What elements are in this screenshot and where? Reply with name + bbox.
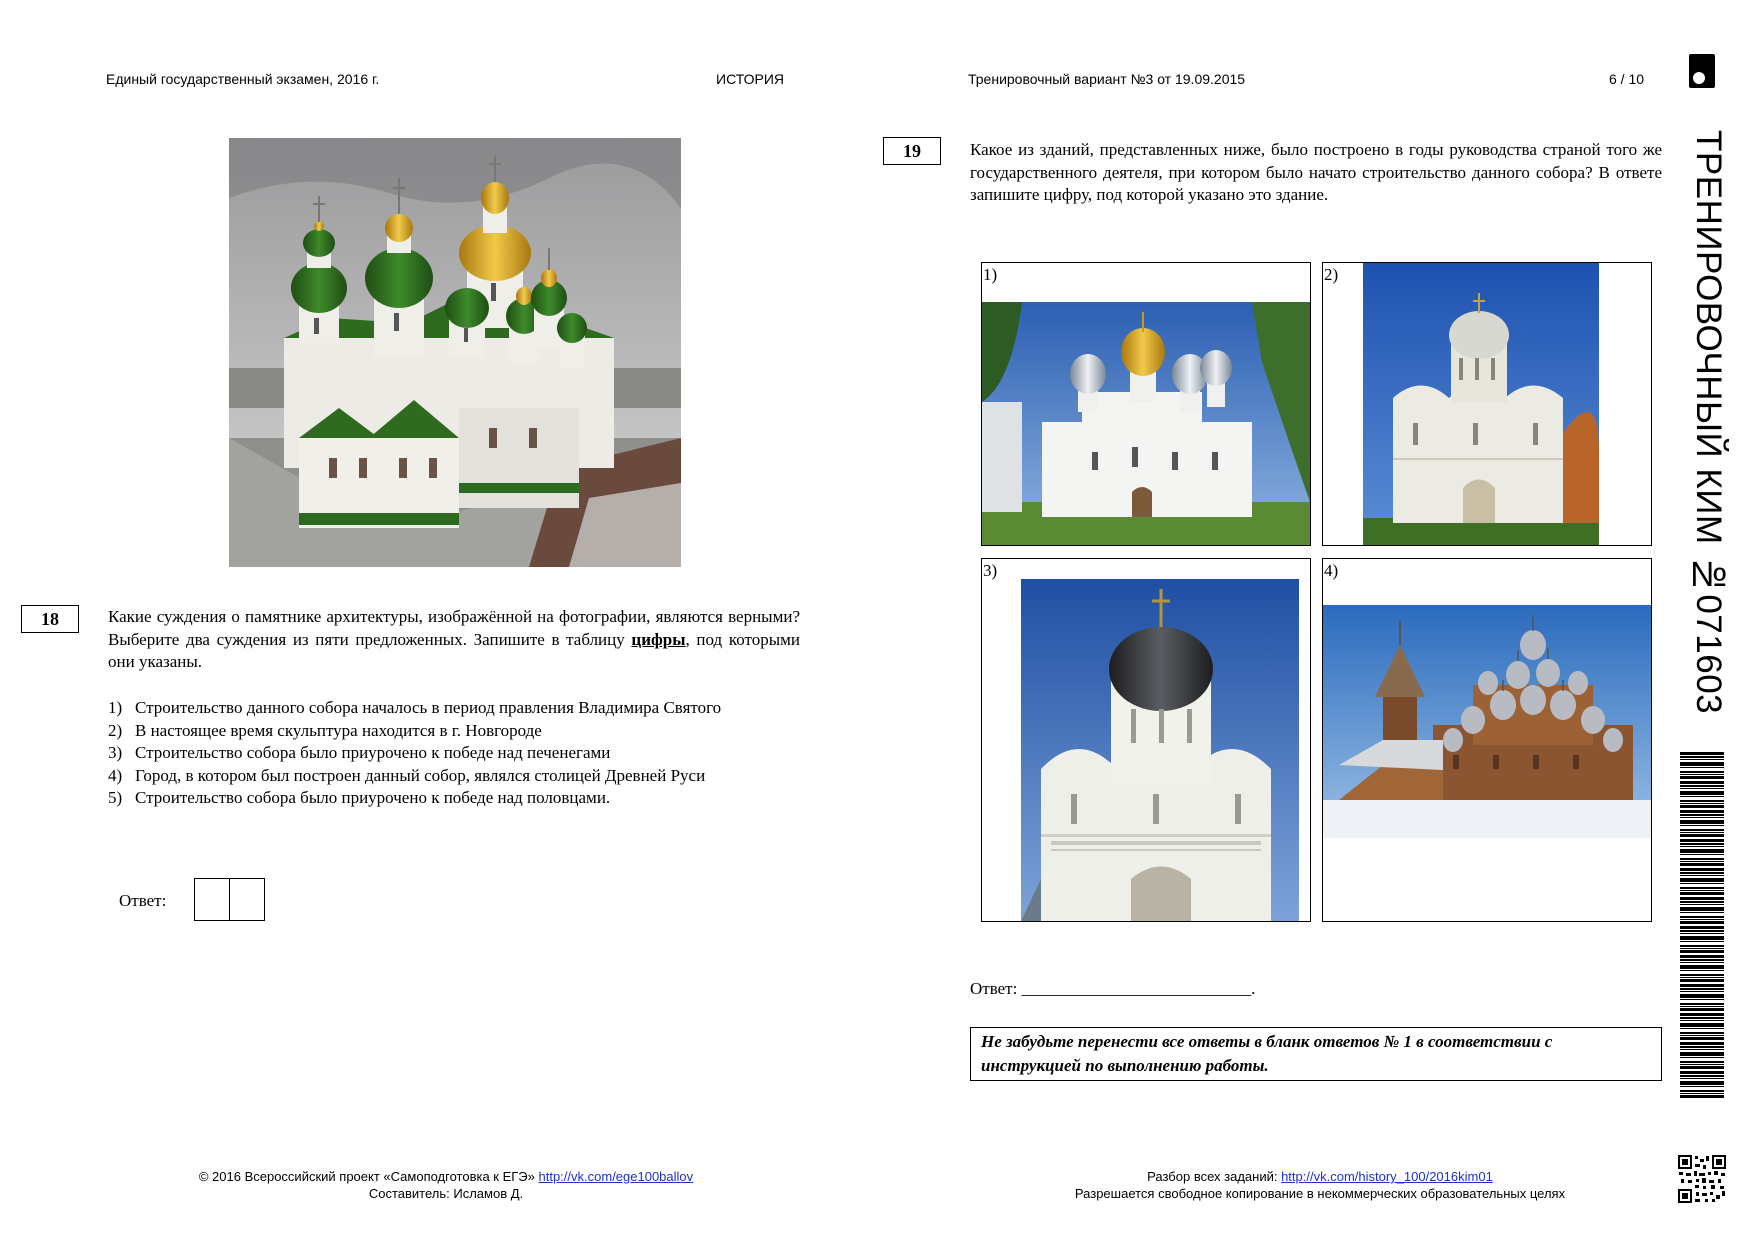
footer-author: Составитель: Исламов Д.: [368, 1186, 524, 1201]
option-number: 3): [108, 743, 123, 762]
answer-cell-2[interactable]: [230, 878, 265, 921]
task-19-question: Какое из зданий, представленных ниже, было построено в годы руководства страной того же государственного деятеля, при котором было начато строительство данного собора? В ответе запишите цифру, под которой указано это здание.: [970, 140, 1662, 204]
cathedral-photo: [229, 138, 681, 567]
header-exam-title: Единый государственный экзамен, 2016 г.: [106, 71, 380, 87]
task-19-answer-line[interactable]: ___________________________.: [1021, 979, 1256, 998]
option-number: 2): [108, 720, 123, 740]
option-text: Город, в котором был построен данный собор, являлся столицей Древней Руси: [135, 765, 706, 785]
footer-left: [140, 1168, 752, 1202]
list-item: [108, 787, 800, 810]
list-item: [108, 742, 800, 765]
option-text: Строительство данного собора началось в период правления Владимира Святого: [135, 698, 722, 717]
photo-option-3: [981, 558, 1311, 922]
option-number: 4): [108, 765, 123, 785]
barcode-icon: [1680, 752, 1724, 1100]
photo-option-2: [1322, 262, 1652, 546]
option-number: 5): [108, 788, 123, 807]
task-19-answer[interactable]: [970, 979, 1255, 999]
task-19-number: 19: [883, 137, 941, 165]
task-18-answer-label: Ответ:: [119, 891, 167, 910]
photo-label: 3): [983, 561, 998, 580]
kizhi-church-image: [1323, 605, 1651, 838]
list-item: [108, 720, 800, 743]
footer-analysis-link[interactable]: http://vk.com/history_100/2016kim01: [1281, 1169, 1493, 1184]
task-18-question-text: Какие суждения о памятнике архитектуры, изображённой на фотографии, являются верными? Выберите два суждения из пяти предложенных. Запишите в таблицу: [108, 607, 800, 649]
list-item: [108, 765, 800, 788]
side-kim-title: ТРЕНИРОВОЧНЫЙ КИМ №071603: [1689, 130, 1728, 715]
header-page-number: 6 / 10: [1609, 71, 1645, 87]
task-18-options: [108, 697, 800, 810]
corner-registration-mark: [1689, 54, 1715, 88]
photo-option-4: [1322, 558, 1652, 922]
footer-analysis-label: Разбор всех заданий:: [1147, 1169, 1282, 1184]
photo-option-1: [981, 262, 1311, 546]
transfer-answers-notice: Не забудьте перенести все ответы в бланк ответов № 1 в соответствии с инструкцией по выполнению работы.: [970, 1027, 1662, 1081]
task-18-question: [108, 606, 800, 674]
footer-copyright: © 2016 Всероссийский проект «Самоподготовка к ЕГЭ»: [198, 1169, 539, 1184]
header-subject: ИСТОРИЯ: [716, 71, 785, 87]
nerl-church-image: [1021, 579, 1299, 921]
task-18-question-end: , под которыми они указаны.: [108, 629, 800, 671]
footer-right: [1010, 1168, 1630, 1202]
option-text: В настоящее время скульптура находится в г. Новгороде: [135, 720, 542, 740]
header-variant: Тренировочный вариант №3 от 19.09.2015: [968, 71, 1246, 87]
photo-label: 4): [1324, 561, 1339, 580]
task-18-emphasis: цифры: [631, 629, 686, 649]
list-item: [108, 697, 800, 720]
novgorod-cathedral-image: [982, 302, 1310, 545]
footer-copy-permission: Разрешается свободное копирование в некоммерческих образовательных целях: [1074, 1186, 1566, 1201]
answer-cell-1[interactable]: [194, 878, 230, 921]
footer-vk-link[interactable]: http://vk.com/ege100ballov: [538, 1169, 694, 1184]
qr-code-icon: [1678, 1155, 1726, 1203]
vladimir-cathedral-image: [1363, 263, 1599, 545]
option-text: Строительство собора было приурочено к победе над половцами.: [135, 788, 611, 807]
option-text: Строительство собора было приурочено к победе над печенегами: [135, 743, 611, 762]
photo-label: 2): [1324, 265, 1339, 284]
task-18-number: 18: [21, 605, 79, 633]
photo-label: 1): [983, 265, 998, 284]
task-18-answer-grid[interactable]: [194, 878, 265, 921]
option-number: 1): [108, 698, 123, 717]
task-19-answer-label: Ответ:: [970, 979, 1018, 998]
